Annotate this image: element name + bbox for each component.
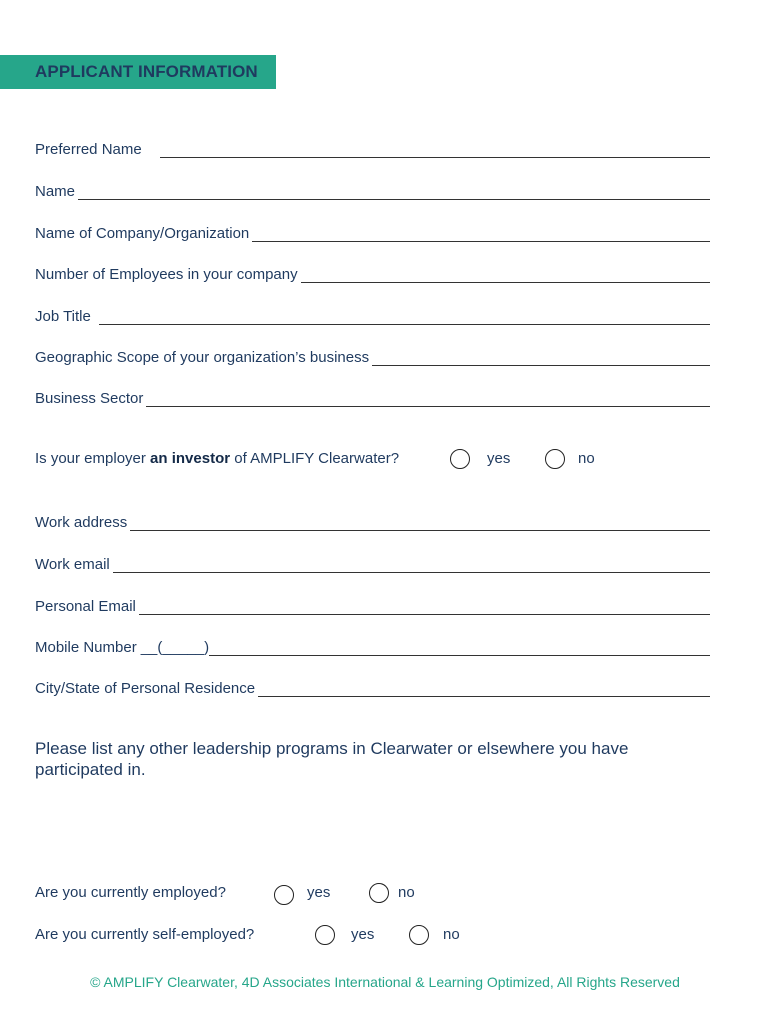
mobile-area-code[interactable]: __(_____): [140, 639, 210, 656]
name-input-line[interactable]: [78, 184, 710, 200]
city-state-field[interactable]: [35, 677, 710, 697]
investor-question: [35, 448, 675, 472]
company-field[interactable]: [35, 222, 710, 242]
investor-no-label: no: [578, 450, 595, 467]
name-label: Name: [35, 183, 76, 200]
self-employed-yes-radio[interactable]: [315, 925, 335, 945]
name-field[interactable]: [35, 180, 710, 200]
business-sector-field[interactable]: [35, 387, 710, 407]
self-employed-question: [35, 924, 495, 948]
employed-yes-radio[interactable]: [274, 885, 294, 905]
investor-emphasis: an investor: [150, 450, 231, 467]
employed-no-radio[interactable]: [369, 883, 389, 903]
mobile-number-label: Mobile Number: [35, 639, 137, 656]
geographic-scope-label: Geographic Scope of your organization’s business: [35, 349, 370, 366]
copyright-footer: © AMPLIFY Clearwater, 4D Associates International & Learning Optimized, All Rights Reserved: [90, 974, 680, 990]
employees-field[interactable]: [35, 263, 710, 283]
employees-input-line[interactable]: [301, 267, 710, 283]
self-employed-yes-label: yes: [351, 926, 375, 943]
employees-label: Number of Employees in your company: [35, 266, 298, 283]
company-input-line[interactable]: [252, 226, 710, 242]
work-email-input-line[interactable]: [113, 557, 710, 573]
self-employed-question-text: Are you currently self-employed?: [35, 926, 255, 943]
employed-question: [35, 882, 475, 906]
job-title-field[interactable]: [35, 305, 710, 325]
employed-question-text: Are you currently employed?: [35, 884, 226, 901]
leadership-programs-prompt: Please list any other leadership programs in Clearwater or elsewhere you have participated in.: [35, 739, 629, 779]
work-address-input-line[interactable]: [130, 515, 710, 531]
employed-yes-label: yes: [307, 884, 331, 901]
self-employed-no-radio[interactable]: [409, 925, 429, 945]
mobile-number-field[interactable]: [35, 636, 710, 656]
geographic-scope-input-line[interactable]: [372, 350, 710, 366]
preferred-name-label: Preferred Name: [35, 141, 142, 158]
section-header: [0, 55, 276, 89]
mobile-number-input-line[interactable]: [209, 640, 710, 656]
job-title-label: Job Title: [35, 308, 91, 325]
work-email-field[interactable]: [35, 553, 710, 573]
investor-no-radio[interactable]: [545, 449, 565, 469]
investor-yes-radio[interactable]: [450, 449, 470, 469]
work-address-label: Work address: [35, 514, 128, 531]
section-title: APPLICANT INFORMATION: [35, 62, 258, 81]
preferred-name-field[interactable]: [35, 138, 710, 158]
geographic-scope-field[interactable]: [35, 346, 710, 366]
employed-no-label: no: [398, 884, 415, 901]
personal-email-field[interactable]: [35, 595, 710, 615]
preferred-name-input-line[interactable]: [160, 142, 710, 158]
personal-email-label: Personal Email: [35, 598, 136, 615]
personal-email-input-line[interactable]: [139, 599, 710, 615]
self-employed-no-label: no: [443, 926, 460, 943]
business-sector-input-line[interactable]: [146, 391, 710, 407]
city-state-input-line[interactable]: [258, 681, 710, 697]
city-state-label: City/State of Personal Residence: [35, 680, 256, 697]
business-sector-label: Business Sector: [35, 390, 144, 407]
job-title-input-line[interactable]: [99, 309, 710, 325]
work-address-field[interactable]: [35, 511, 710, 531]
investor-question-text: Is your employer an investor of AMPLIFY Clearwater?: [35, 450, 400, 467]
investor-yes-label: yes: [487, 450, 511, 467]
company-label: Name of Company/Organization: [35, 225, 250, 242]
work-email-label: Work email: [35, 556, 110, 573]
